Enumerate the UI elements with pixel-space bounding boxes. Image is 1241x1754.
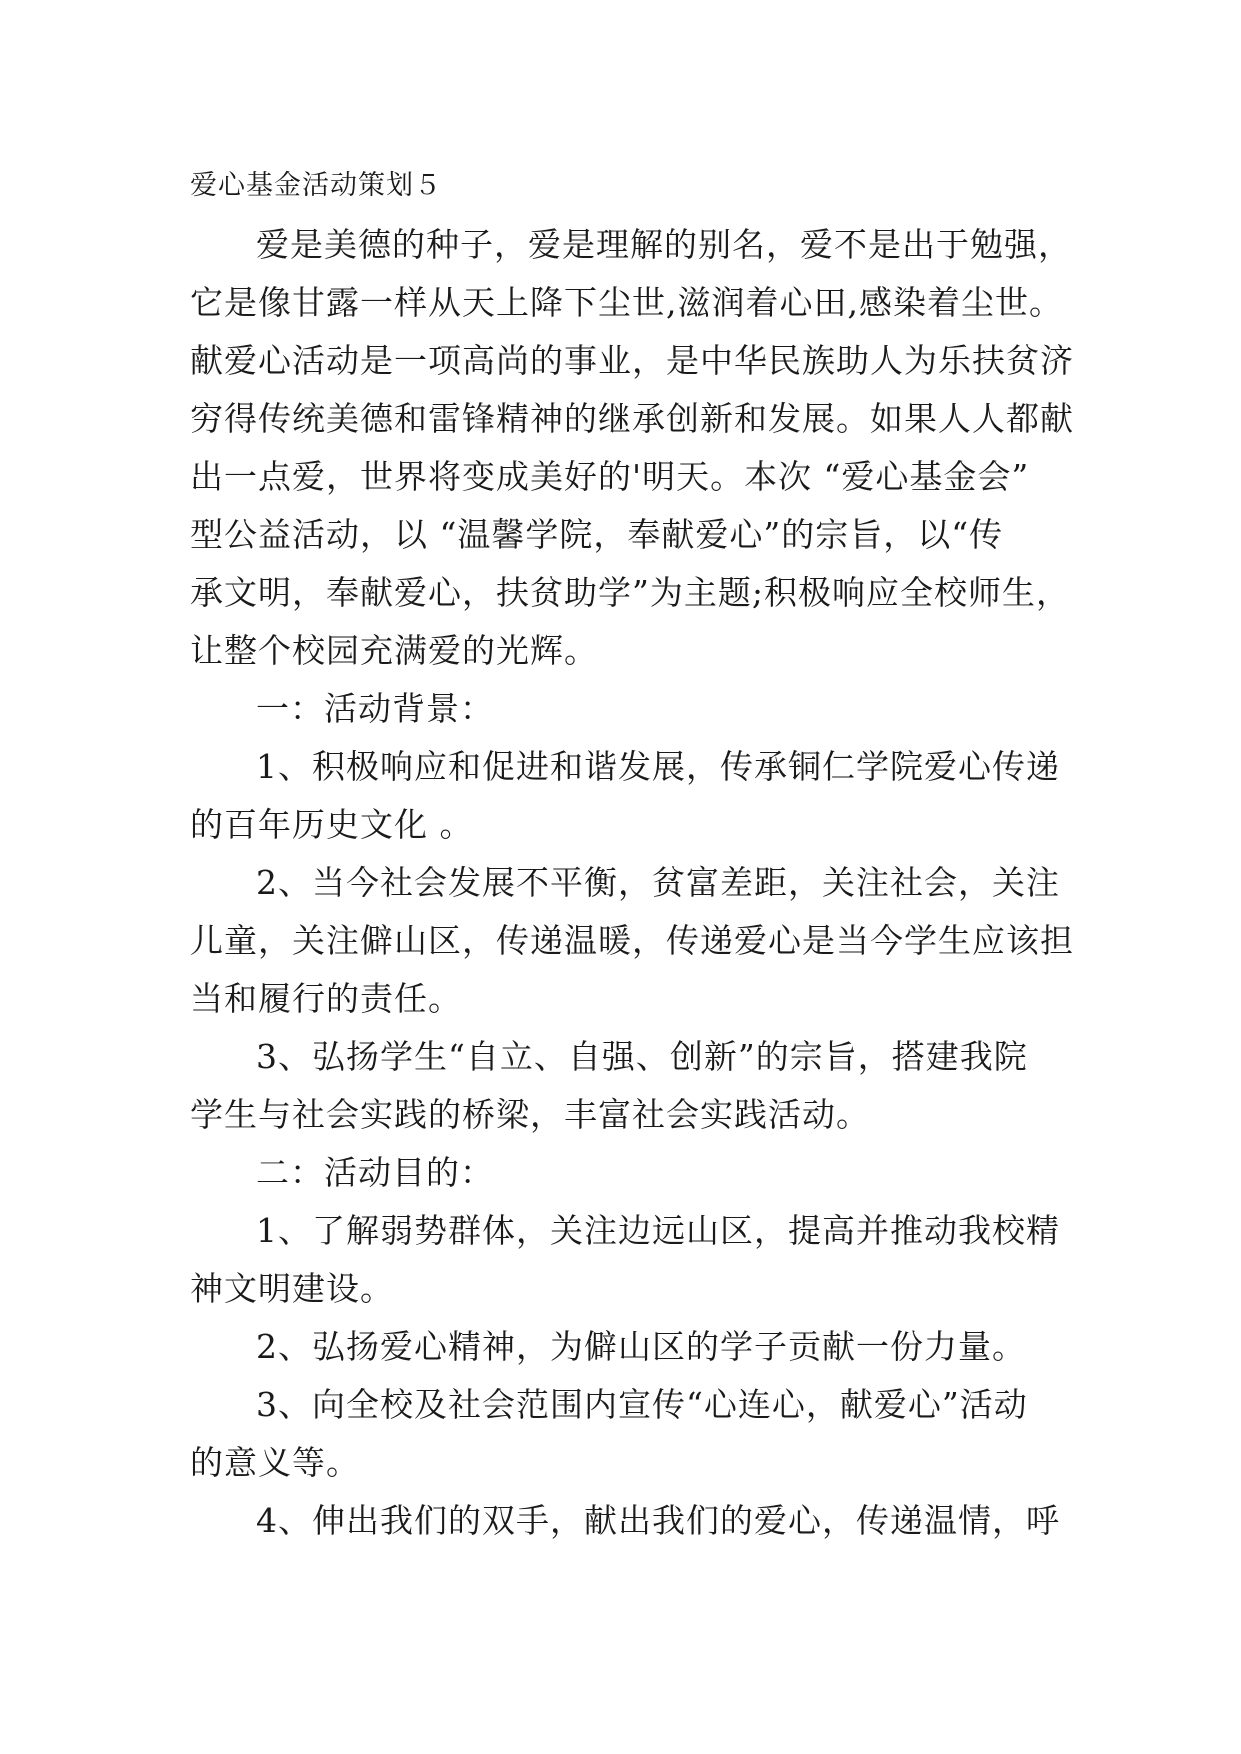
- paragraph-line: 它是像甘露一样从天上降下尘世,滋润着心田,感染着尘世。: [190, 283, 1063, 322]
- section-heading: 二：活动目的：: [256, 1153, 494, 1192]
- list-item-line: 3、向全校及社会范围内宣传“心连心，献爱心”活动: [256, 1385, 1028, 1424]
- paragraph-line: 爱是美德的种子，爱是理解的别名，爱不是出于勉强，: [256, 225, 1072, 264]
- paragraph-line: 穷得传统美德和雷锋精神的继承创新和发展。如果人人都献: [190, 399, 1074, 438]
- document-body: [190, 156, 1074, 1550]
- list-item-line: 的意义等。: [190, 1443, 360, 1482]
- list-item-line: 1、了解弱势群体，关注边远山区，提高并推动我校精: [256, 1211, 1060, 1250]
- list-item-line: 2、弘扬爱心精神，为僻山区的学子贡献一份力量。: [256, 1327, 1026, 1366]
- list-item-line: 儿童，关注僻山区，传递温暖，传递爱心是当今学生应该担: [190, 921, 1074, 960]
- list-item-line: 神文明建设。: [190, 1269, 394, 1308]
- paragraph-line: 出一点爱，世界将变成美好的'明天。本次 “爱心基金会”: [190, 457, 1030, 496]
- list-item-line: 3、弘扬学生“自立、自强、创新”的宗旨，搭建我院: [256, 1037, 1028, 1076]
- list-item-line: 学生与社会实践的桥梁，丰富社会实践活动。: [190, 1095, 870, 1134]
- paragraph-line: 献爱心活动是一项高尚的事业，是中华民族助人为乐扶贫济: [190, 341, 1074, 380]
- list-item-line: 当和履行的责任。: [190, 979, 462, 1018]
- list-item-line: 1、积极响应和促进和谐发展，传承铜仁学院爱心传递: [256, 747, 1060, 786]
- list-item-line: 的百年历史文化 。: [190, 805, 474, 844]
- paragraph-line: 让整个校园充满爱的光辉。: [190, 631, 598, 670]
- paragraph-line: 承文明，奉献爱心，扶贫助学”为主题;积极响应全校师生，: [190, 573, 1070, 612]
- paragraph-line: 型公益活动，以 “温馨学院，奉献爱心”的宗旨，以“传: [190, 515, 1004, 554]
- list-item-line: 2、当今社会发展不平衡，贫富差距，关注社会，关注: [256, 863, 1060, 902]
- section-heading: 一：活动背景：: [256, 689, 494, 728]
- document-title: 爱心基金活动策划５: [190, 170, 442, 201]
- list-item-line: 4、伸出我们的双手，献出我们的爱心，传递温情，呼: [256, 1501, 1060, 1540]
